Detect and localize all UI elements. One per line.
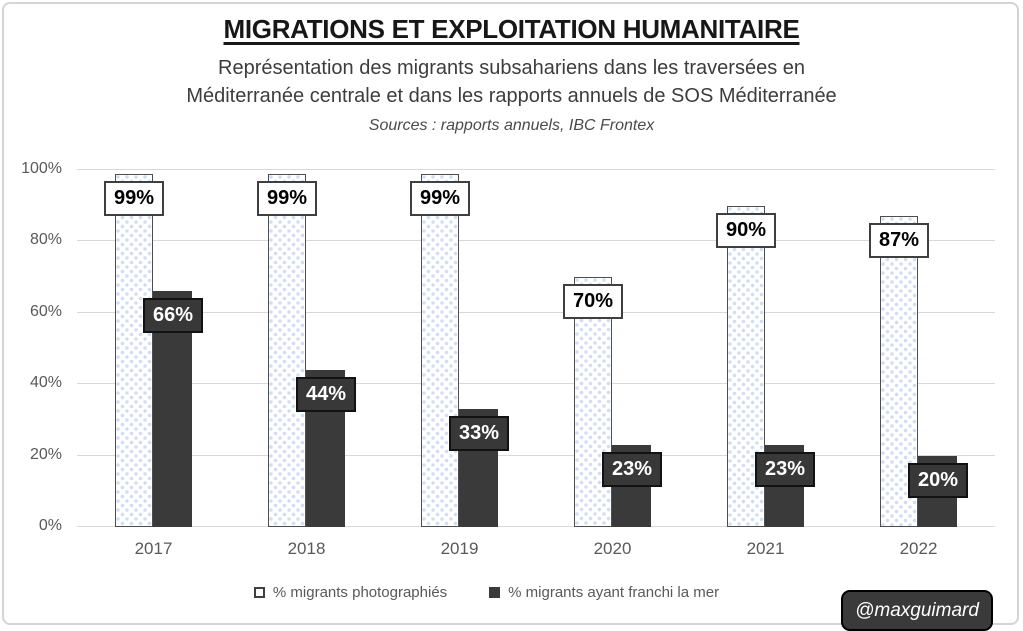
x-tick-label-2018: 2018 bbox=[287, 539, 326, 558]
value-label-photographies-2022: 87% bbox=[869, 223, 929, 258]
chart-sources: Sources : rapports annuels, IBC Frontex bbox=[368, 117, 655, 134]
bar-photographies-2017 bbox=[115, 174, 153, 527]
gridline-40 bbox=[77, 383, 995, 384]
gridline-20 bbox=[77, 455, 995, 456]
y-tick-label-0: 0% bbox=[38, 517, 62, 534]
chart-header bbox=[0, 14, 1023, 135]
gridline-60 bbox=[77, 312, 995, 313]
chart-subtitle-line1: Représentation des migrants subsahariens dans les traversées en bbox=[218, 57, 805, 79]
legend-item-photographies bbox=[254, 584, 447, 601]
value-label-franchi-la-mer-2020: 23% bbox=[602, 452, 662, 487]
watermark-badge bbox=[841, 590, 993, 631]
x-tick-label-2019: 2019 bbox=[440, 539, 479, 558]
legend-label-photographies: % migrants photographiés bbox=[272, 584, 448, 601]
y-tick-label-60: 60% bbox=[29, 302, 62, 320]
y-tick-label-80: 80% bbox=[29, 231, 62, 249]
value-label-photographies-2017: 99% bbox=[104, 181, 164, 216]
legend-item-franchi-la-mer bbox=[489, 584, 719, 601]
y-tick-label-40: 40% bbox=[29, 374, 62, 392]
value-label-photographies-2019: 99% bbox=[410, 181, 470, 216]
gridline-80 bbox=[77, 240, 995, 241]
value-label-franchi-la-mer-2019: 33% bbox=[449, 416, 509, 451]
y-tick-label-100: 100% bbox=[21, 160, 62, 177]
watermark-text: @maxguimard bbox=[855, 599, 979, 621]
value-label-franchi-la-mer-2017: 66% bbox=[143, 298, 203, 333]
bar-photographies-2018 bbox=[268, 174, 306, 527]
x-tick-label-2021: 2021 bbox=[746, 539, 785, 558]
chart-title: MIGRATIONS ET EXPLOITATION HUMANITAIRE bbox=[223, 14, 800, 44]
gridline-0 bbox=[77, 526, 995, 527]
value-label-photographies-2021: 90% bbox=[716, 213, 776, 248]
value-label-photographies-2020: 70% bbox=[563, 284, 623, 319]
plot-area bbox=[77, 170, 995, 527]
value-label-franchi-la-mer-2021: 23% bbox=[755, 452, 815, 487]
x-tick-label-2022: 2022 bbox=[899, 539, 938, 558]
chart-subtitle-line2: Méditerranée centrale et dans les rapports annuels de SOS Méditerranée bbox=[186, 85, 837, 107]
bar-photographies-2019 bbox=[421, 174, 459, 527]
gridline-100 bbox=[77, 169, 995, 170]
value-label-franchi-la-mer-2018: 44% bbox=[296, 377, 356, 412]
x-tick-label-2017: 2017 bbox=[134, 539, 173, 558]
legend-filled-square-icon bbox=[489, 587, 500, 598]
x-tick-label-2020: 2020 bbox=[593, 539, 632, 558]
value-label-franchi-la-mer-2022: 20% bbox=[908, 463, 968, 498]
legend-label-franchi-la-mer: % migrants ayant franchi la mer bbox=[508, 584, 720, 601]
y-tick-label-20: 20% bbox=[29, 445, 62, 463]
legend-outline-square-icon bbox=[254, 587, 265, 598]
value-label-photographies-2018: 99% bbox=[257, 181, 317, 216]
